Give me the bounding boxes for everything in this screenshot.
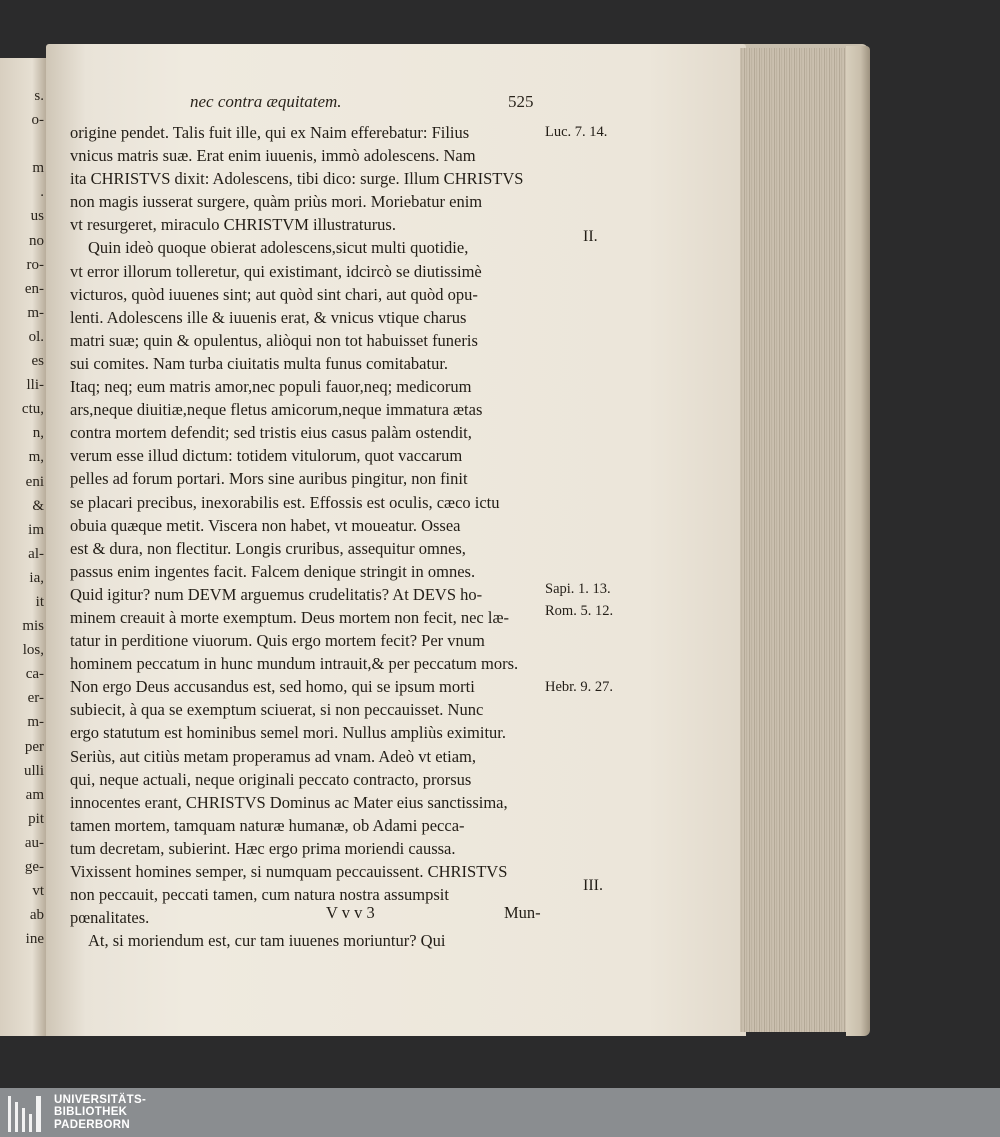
text-line: Non ergo Deus accusandus est, sed homo, qui se ipsum morti: [70, 677, 475, 697]
text-line: ars,neque diuitiæ,neque fletus amicorum,neque immatura ætas: [70, 400, 483, 420]
text-line: Quid igitur? num DEVM arguemus crudelitatis? At DEVS ho-: [70, 584, 483, 604]
text-line: pœnalitates.: [70, 908, 150, 928]
margin-note: Luc. 7. 14.: [545, 124, 608, 140]
text-line: hominem peccatum in hunc mundum intrauit,& per peccatum mors.: [70, 654, 519, 674]
text-line: sui comites. Nam turba ciuitatis multa funus comitabatur.: [70, 353, 449, 373]
text-line: matri suæ; quin & opulentus, aliòqui non tot habuisset funeris: [70, 330, 478, 350]
text-line: vt error illorum tolleretur, qui existimant, idcircò se diutissimè: [70, 261, 482, 281]
left-page-edge: [0, 58, 48, 1036]
library-logo-icon: [8, 1094, 48, 1132]
margin-note: Rom. 5. 12.: [545, 603, 614, 619]
text-line: minem creauit à morte exemptum. Deus mortem non fecit, nec læ-: [70, 607, 509, 627]
text-line: ergo statutum est hominibus semel mori. Nullus ampliùs eximitur.: [70, 723, 507, 743]
text-line: contra mortem defendit; sed tristis eius casus palàm ostendit,: [70, 423, 472, 443]
text-line: tum decretam, subierint. Hæc ergo prima moriendi caussa.: [70, 838, 456, 858]
text-line: origine pendet. Talis fuit ille, qui ex Naim efferebatur: Filius: [70, 123, 470, 142]
text-line: lenti. Adolescens ille & iuuenis erat, & vnicus vtique charus: [70, 307, 467, 327]
margin-section-number: III.: [583, 877, 603, 894]
text-line: passus enim ingentes facit. Falcem denique stringit in omnes.: [70, 561, 476, 581]
book-cover-right: [846, 46, 870, 1036]
page-edges: [740, 48, 851, 1032]
margin-section-number: II.: [583, 228, 598, 245]
text-line: Itaq; neq; eum matris amor,nec populi fauor,neq; medicorum: [70, 377, 472, 397]
page-number: 525: [508, 92, 534, 111]
text-line: Vixissent homines semper, si numquam peccauissent. CHRISTVS: [70, 862, 508, 881]
body-text: [70, 121, 540, 952]
text-line: tatur in perditione viuorum. Quis ergo mortem fecit? Per vnum: [70, 631, 485, 651]
margin-note: Hebr. 9. 27.: [545, 679, 614, 695]
text-line: At, si moriendum est, cur tam iuuenes moriuntur? Qui: [88, 931, 446, 951]
running-head: nec contra æquitatem.: [190, 92, 342, 111]
text-line: Seriùs, aut citiùs metam properamus ad vnam. Adeò vt etiam,: [70, 746, 476, 766]
text-line: non peccauit, peccati tamen, cum natura nostra assumpsit: [70, 885, 449, 905]
text-line: qui, neque actuali, neque originali peccato contracto, prorsus: [70, 769, 472, 789]
footer-bar: [0, 1088, 1000, 1137]
text-line: ita CHRISTVS dixit: Adolescens, tibi dico: surge. Illum CHRISTVS: [70, 169, 524, 189]
library-name-line: UNIVERSITÄTS-: [54, 1094, 147, 1106]
text-line: tamen mortem, tamquam naturæ humanæ, ob Adami pecca-: [70, 815, 465, 835]
margin-note: Sapi. 1. 13.: [545, 581, 611, 597]
text-line: Quin ideò quoque obierat adolescens,sicut multi quotidie,: [88, 238, 469, 258]
library-name: [54, 1094, 146, 1131]
left-page-text-fragments: s. o- m . us no ro- en- m- ol. es lli- ctu, n, m, eni & im al- ia, it mis los, ca- er- m- per ulli am pit au- ge- vt ab ine: [21, 88, 44, 948]
text-line: innocentes erant, CHRISTVS Dominus ac Mater eius sanctissima,: [70, 792, 508, 812]
text-line: obuia quæque metit. Viscera non habet, vt moueatur. Ossea: [70, 515, 461, 535]
text-line: se placari precibus, inexorabilis est. Effossis est oculis, cæco ictu: [70, 492, 500, 512]
signature-mark: V v v 3: [326, 903, 375, 922]
text-line: vt resurgeret, miraculo CHRISTVM illustraturus.: [70, 215, 396, 235]
margin-notes: [545, 0, 645, 1000]
library-name-line: BIBLIOTHEK: [54, 1106, 128, 1119]
text-line: pelles ad forum portari. Mors sine auribus pingitur, non finit: [70, 469, 468, 489]
text-line: non magis iusserat surgere, quàm priùs mori. Moriebatur enim: [70, 192, 483, 212]
text-line: vnicus matris suæ. Erat enim iuuenis, immò adolescens. Nam: [70, 146, 476, 166]
library-name-line: PADERBORN: [54, 1118, 130, 1131]
catchword: Mun-: [504, 903, 541, 922]
text-line: victuros, quòd iuuenes sint; aut quòd sint chari, aut quòd opu-: [70, 284, 478, 304]
text-line: verum esse illud dictum: totidem vitulorum, quot vaccarum: [70, 446, 463, 466]
text-line: est & dura, non flectitur. Longis cruribus, assequitur omnes,: [70, 538, 466, 558]
text-line: subiecit, à qua se exemptum sciuerat, si non peccauisset. Nunc: [70, 700, 484, 720]
